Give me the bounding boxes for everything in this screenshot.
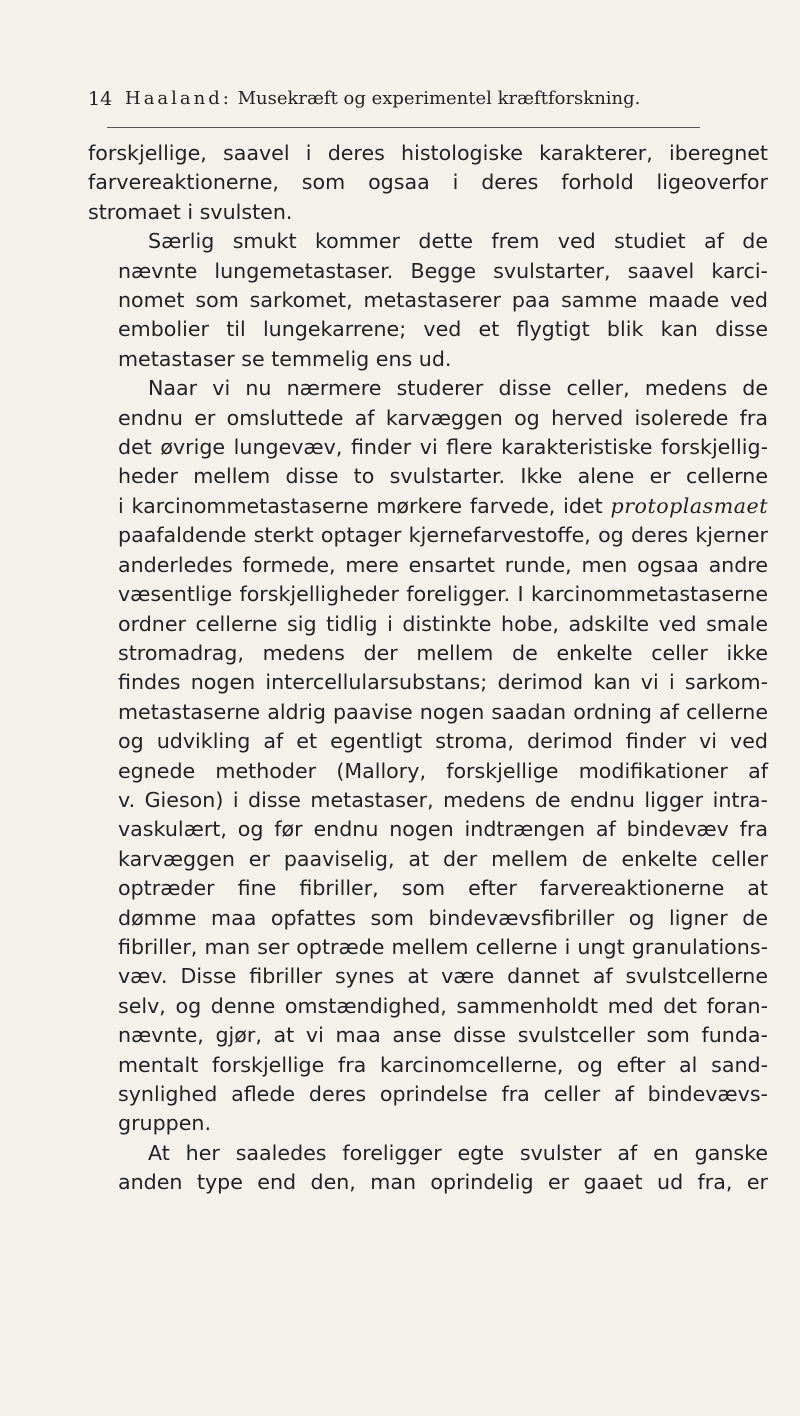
text-line: stromadrag, medens der mellem de enkelte celler ikke bbox=[118, 640, 768, 665]
text-line: fibriller, man ser optræde mellem cellerne i ungt granulations- bbox=[118, 934, 768, 959]
text-line: Særlig smukt kommer dette frem ved studiet af de bbox=[148, 229, 768, 254]
text-line: endnu er omsluttede af karvæggen og herved isolerede fra bbox=[118, 405, 768, 430]
text-line: embolier til lungekarrene; ved et flygtigt blik kan disse bbox=[118, 317, 768, 342]
text-segment: i karcinommetastaserne mørkere farvede, idet bbox=[118, 493, 603, 518]
text-line: mentalt forskjellige fra karcinomcellerne, og efter al sand- bbox=[118, 1052, 768, 1077]
text-line bbox=[88, 492, 768, 521]
text-line: optræder fine fibriller, som efter farvereaktionerne at bbox=[118, 876, 768, 901]
text-line: ordner cellerne sig tidlig i distinkte hobe, adskilte ved smale bbox=[118, 611, 768, 636]
text-line: nævnte lungemetastaser. Begge svulstarter, saavel karci- bbox=[118, 258, 768, 283]
page-number: 14 bbox=[88, 88, 113, 110]
text-line: anderledes formede, mere ensartet runde, men ogsaa andre bbox=[118, 552, 768, 577]
text-line: nomet som sarkomet, metastaserer paa samme maade ved bbox=[118, 288, 768, 313]
text-line: metastaserne aldrig paavise nogen saadan ordning af cellerne bbox=[118, 699, 768, 724]
text-line: egnede methoder (Mallory, forskjellige modifikationer af bbox=[118, 758, 768, 783]
article-title: Musekræft og experimentel kræftforskning. bbox=[237, 88, 641, 109]
text-line: vaskulært, og før endnu nogen indtrængen af bindevæv fra bbox=[118, 817, 768, 842]
text-line: selv, og denne omstændighed, sammenholdt med det foran- bbox=[118, 993, 768, 1018]
text-line: synlighed aflede deres oprindelse fra celler af bindevævs- bbox=[118, 1082, 768, 1106]
paragraph bbox=[88, 227, 768, 374]
text-line: det øvrige lungevæv, finder vi flere karakteristiske forskjellig- bbox=[118, 435, 768, 460]
text-line: gruppen. bbox=[118, 1111, 212, 1136]
text-line: farvereaktionerne, som ogsaa i deres forhold ligeoverfor bbox=[88, 170, 768, 195]
text-line: væv. Disse fibriller synes at være dannet af svulstcellerne bbox=[118, 964, 768, 989]
text-line: At her saaledes foreligger egte svulster af en ganske bbox=[148, 1140, 768, 1165]
header-rule bbox=[107, 127, 700, 128]
running-header bbox=[88, 80, 728, 120]
text-line: og udvikling af et egentligt stroma, derimod finder vi ved bbox=[118, 729, 768, 754]
text-line: v. Gieson) i disse metastaser, medens de endnu ligger intra- bbox=[118, 787, 768, 812]
text-line: paafaldende sterkt optager kjernefarvestoffe, og deres kjerner bbox=[118, 523, 768, 548]
paragraph bbox=[88, 374, 768, 1139]
text-line: findes nogen intercellularsubstans; derimod kan vi i sarkom- bbox=[118, 670, 768, 695]
text-line: nævnte, gjør, at vi maa anse disse svulstceller som funda- bbox=[118, 1023, 768, 1048]
text-line: heder mellem disse to svulstarter. Ikke alene er cellerne bbox=[118, 464, 768, 489]
text-line: væsentlige forskjelligheder foreligger. I karcinommetastaserne bbox=[118, 582, 768, 607]
body-text bbox=[88, 139, 768, 1198]
text-line: metastaser se temmelig ens ud. bbox=[118, 346, 452, 371]
text-line: karvæggen er paaviselig, at der mellem de enkelte celler bbox=[118, 846, 768, 871]
text-line: anden type end den, man oprindelig er gaaet ud fra, er bbox=[118, 1170, 768, 1195]
running-head bbox=[125, 88, 640, 109]
paragraph bbox=[88, 139, 768, 227]
paragraph bbox=[88, 1139, 768, 1198]
text-line: Naar vi nu nærmere studerer disse celler, medens de bbox=[148, 376, 768, 401]
text-line: stromaet i svulsten. bbox=[88, 199, 293, 224]
italic-term: protoplasmaet bbox=[610, 493, 768, 518]
text-line: dømme maa opfattes som bindevævsfibriller og ligner de bbox=[118, 905, 768, 930]
text-line: forskjellige, saavel i deres histologiske karakterer, iberegnet bbox=[88, 141, 768, 165]
author-name: Haaland: bbox=[125, 88, 232, 109]
